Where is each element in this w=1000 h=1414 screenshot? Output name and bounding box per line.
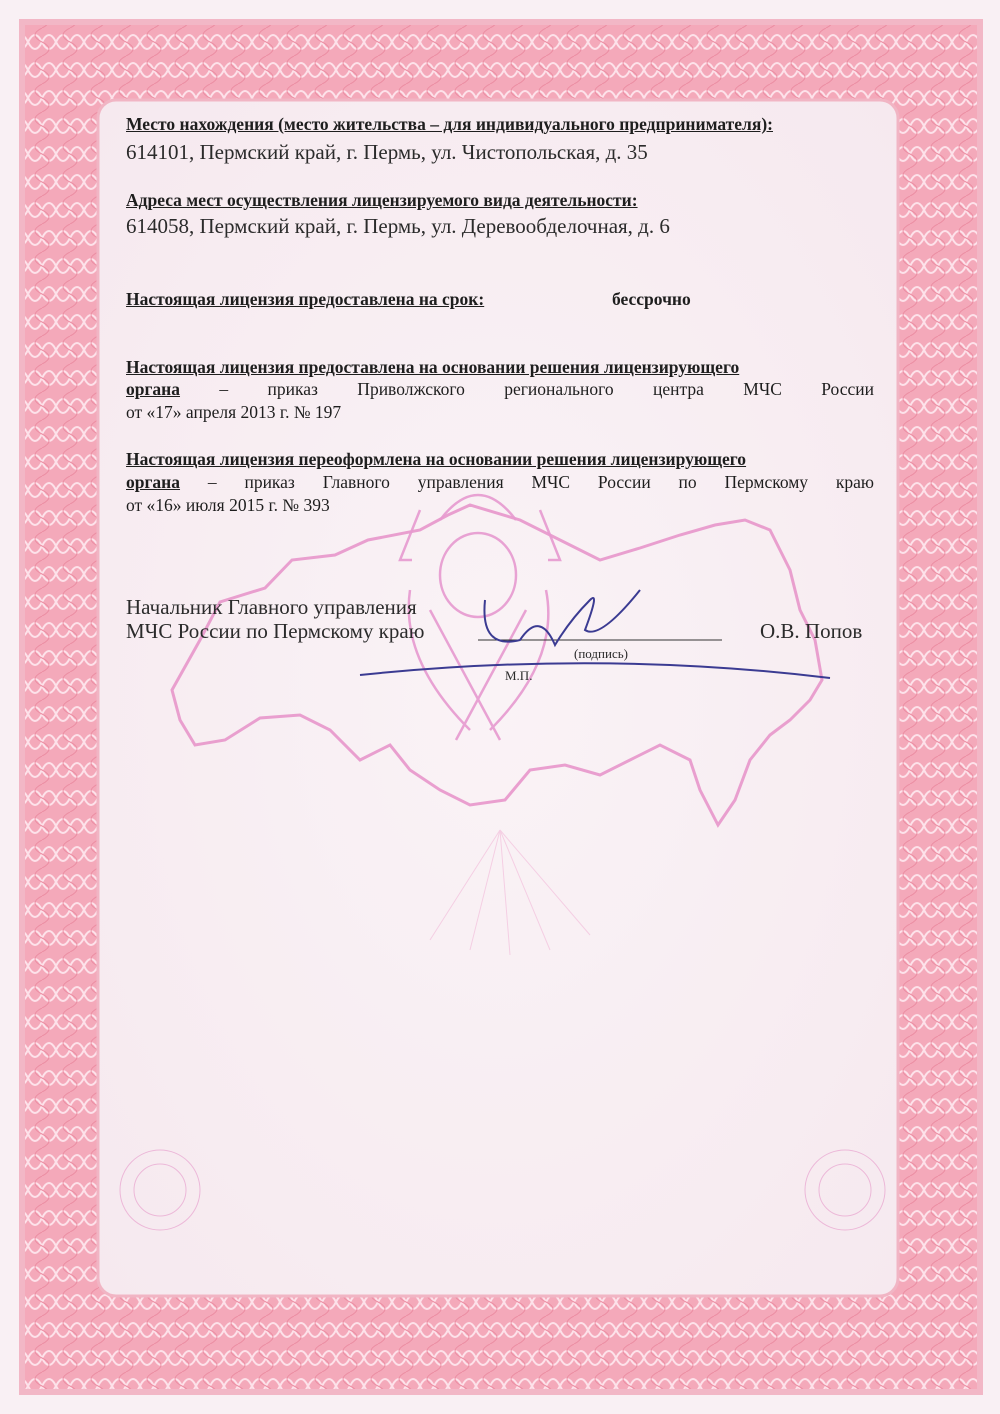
reissued-line-1: Настоящая лицензия переоформлена на основании решения лицензирующего xyxy=(126,449,747,469)
location-value: 614101, Пермский край, г. Пермь, ул. Чистопольская, д. 35 xyxy=(126,140,648,164)
granted-line-3: от «17» апреля 2013 г. № 197 xyxy=(126,402,342,422)
reissued-line-2 xyxy=(126,472,874,493)
signatory-name: О.В. Попов xyxy=(760,619,863,643)
reissued-order-text: – приказ Главного управления МЧС России по Пермскому краю xyxy=(207,472,874,492)
reissued-organ-label: органа xyxy=(126,472,181,492)
granted-organ-label: органа xyxy=(126,379,181,399)
stamp-label: М.П. xyxy=(505,668,533,683)
signature-caption: (подпись) xyxy=(574,646,628,661)
signatory-title-line-2: МЧС России по Пермскому краю xyxy=(126,619,425,643)
location-heading: Место нахождения (место жительства – для индивидуального предпринимателя): xyxy=(126,114,773,134)
activity-addresses-heading: Адреса мест осуществления лицензируемого вида деятельности: xyxy=(126,190,638,210)
granted-line-2 xyxy=(126,379,874,400)
activity-addresses-value: 614058, Пермский край, г. Пермь, ул. Деревообделочная, д. 6 xyxy=(126,214,670,238)
term-heading: Настоящая лицензия предоставлена на срок: xyxy=(126,289,485,309)
granted-line-1: Настоящая лицензия предоставлена на основании решения лицензирующего xyxy=(126,357,740,377)
signatory-title-line-1: Начальник Главного управления xyxy=(126,595,417,619)
granted-order-text: – приказ Приволжского регионального центра МЧС России xyxy=(219,379,875,399)
term-value: бессрочно xyxy=(612,289,691,309)
reissued-line-3: от «16» июля 2015 г. № 393 xyxy=(126,495,330,515)
